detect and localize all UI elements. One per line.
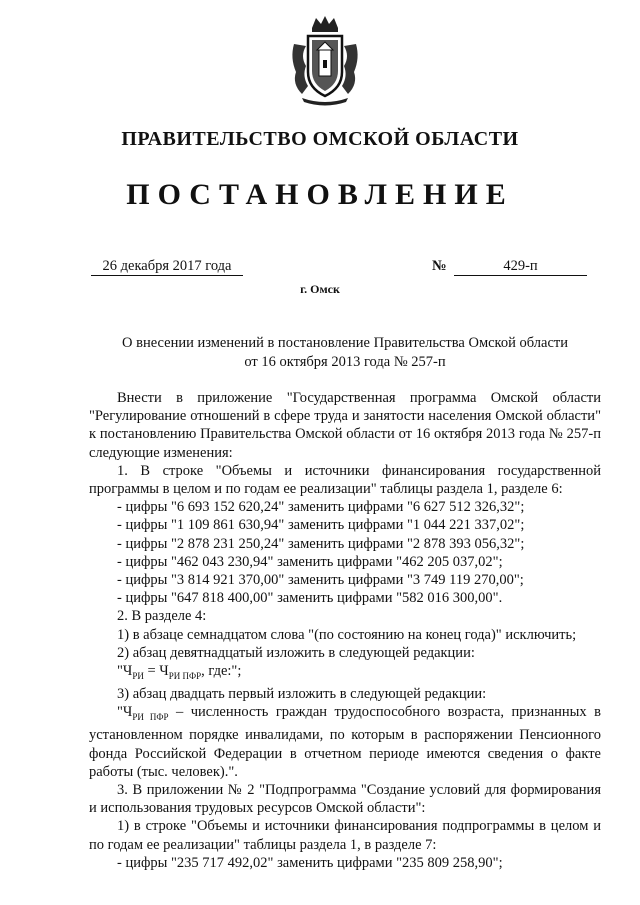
item-2-subitem-1: 1) в абзаце семнадцатом слова "(по состоянию на конец года)" исключить; (117, 626, 577, 643)
formula-line (89, 662, 601, 685)
definition-paragraph (89, 703, 601, 781)
definition-start: "Ч (117, 704, 133, 721)
document-number: 429-п (454, 257, 587, 276)
city-label: г. Омск (300, 282, 340, 296)
item-1-change-4: - цифры "462 043 230,94" заменить цифрами "462 205 037,02"; (117, 553, 503, 570)
document-date: 26 декабря 2017 года (91, 257, 243, 276)
item-1-change-3: - цифры "2 878 231 250,24" заменить цифрами "2 878 393 056,32"; (117, 535, 525, 552)
formula-start: "Ч (117, 663, 133, 680)
item-1-change-5: - цифры "3 814 921 370,00" заменить цифрами "3 749 119 270,00"; (117, 572, 524, 589)
formula-end: , где:"; (201, 663, 242, 680)
number-sign: № (432, 258, 447, 274)
item-1-change-6: - цифры "647 818 400,00" заменить цифрами "582 016 300,00". (117, 590, 503, 607)
item-2-subitem-2: 2) абзац девятнадцатый изложить в следующей редакции: (117, 644, 475, 661)
formula-subscript-2: РИ ПФР (168, 670, 202, 681)
document-number-field (432, 257, 587, 275)
subject-line-2: от 16 октября 2013 года № 257-п (244, 354, 446, 370)
definition-text: – численность граждан трудоспособного возраста, признанных в установленном порядке инвалидами, по которым в распоряжении Пенсионного фонда Российской Федерации в отчетном периоде имеются сведения о факте работы (тыс. человек).". (89, 704, 601, 780)
item-2-paragraph: 2. В разделе 4: (117, 608, 207, 625)
item-1-paragraph: 1. В строке "Объемы и источники финансирования государственной программы в целом и по годам ее реализации" таблицы раздела 1, разделе 6: (89, 462, 601, 498)
item-1-change-1: - цифры "6 693 152 620,24" заменить цифрами "6 627 512 326,32"; (117, 499, 525, 516)
item-2-subitem-3: 3) абзац двадцать первый изложить в следующей редакции: (117, 686, 487, 703)
coat-of-arms-emblem-icon (288, 14, 362, 106)
government-title: ПРАВИТЕЛЬСТВО ОМСКОЙ ОБЛАСТИ (121, 128, 519, 150)
item-1-change-2: - цифры "1 109 861 630,94" заменить цифрами "1 044 221 337,02"; (117, 517, 525, 534)
formula-middle: = Ч (143, 663, 169, 680)
definition-subscript: РИ ПФР (132, 712, 169, 723)
document-body (89, 389, 601, 872)
document-type-heading: ПОСТАНОВЛЕНИЕ (126, 178, 514, 211)
subject-line-1: О внесении изменений в постановление Правительства Омской области (122, 335, 568, 351)
formula-subscript-1: РИ (132, 670, 144, 681)
intro-paragraph: Внести в приложение "Государственная программа Омской области "Регулирование отношений в сфере труда и занятости населения Омской области" к постановлению Правительства Омской области от 16 октября 2013 года № 257-п следующие изменения: (89, 390, 601, 461)
item-3-subitem-1: 1) в строке "Объемы и источники финансирования подпрограммы в целом и по годам ее реализации" таблицы раздела 1, в разделе 7: (89, 818, 601, 853)
item-3-paragraph: 3. В приложении № 2 "Подпрограмма "Создание условий для формирования и использования трудовых ресурсов Омской области": (89, 782, 601, 817)
document-subject (100, 334, 590, 372)
item-3-change-1: - цифры "235 717 492,02" заменить цифрами "235 809 258,90"; (117, 854, 503, 871)
